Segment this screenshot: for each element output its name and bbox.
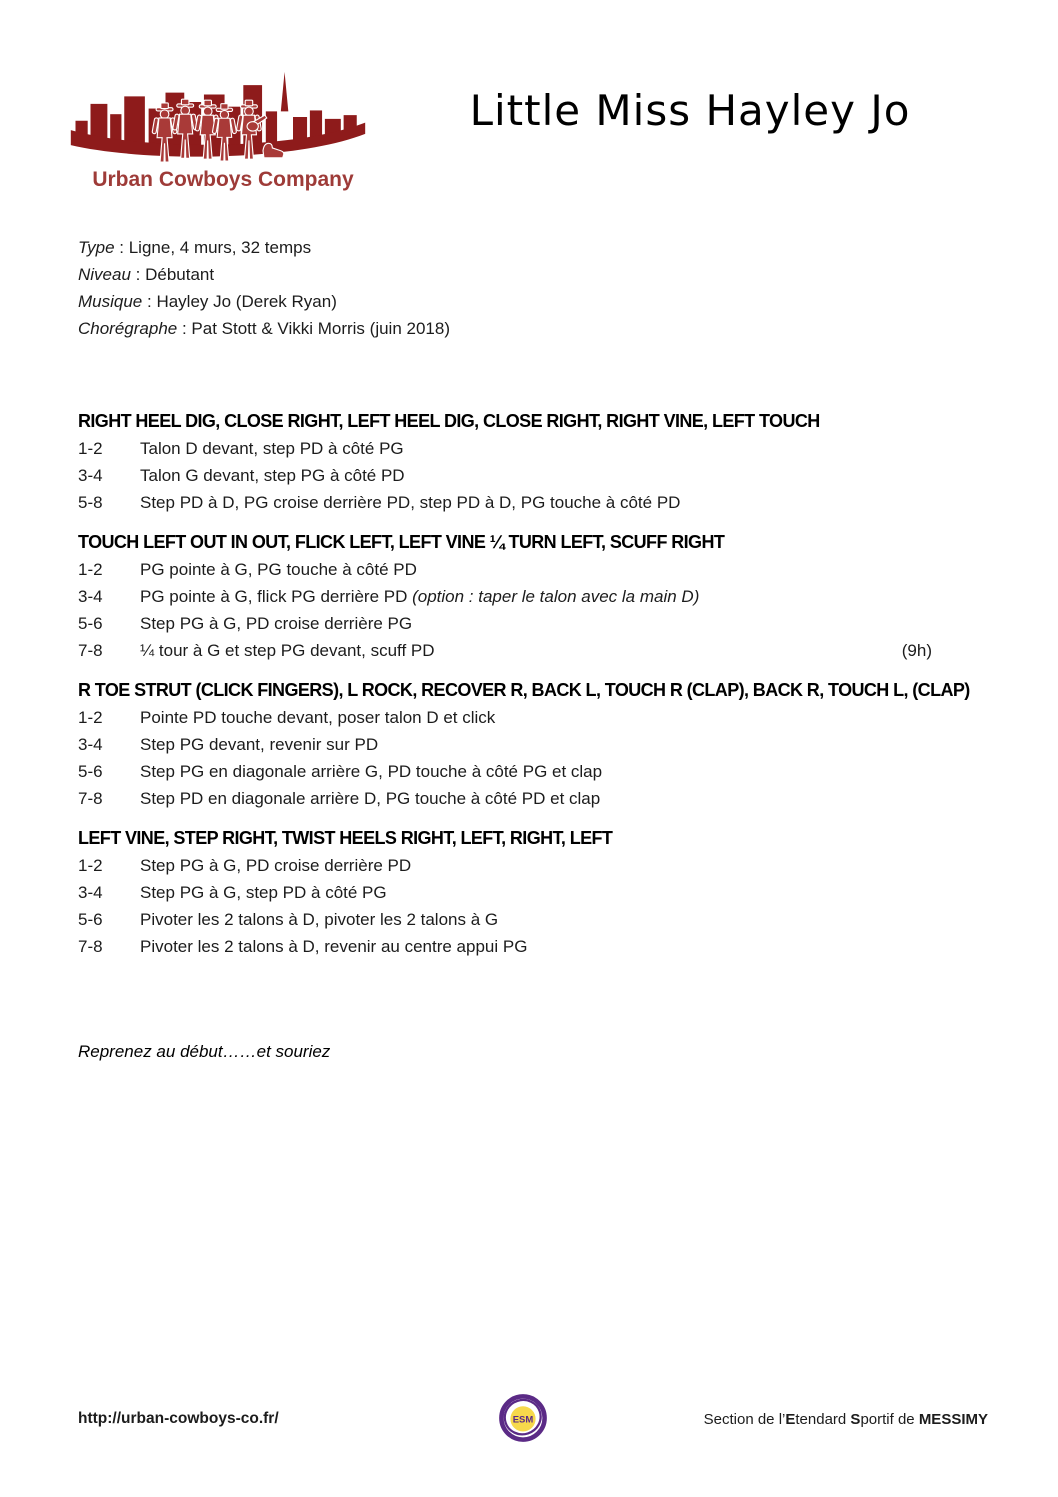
step-row <box>78 879 938 906</box>
meta-separator: : <box>114 238 129 257</box>
dance-section-4 <box>78 825 938 960</box>
dance-section-3 <box>78 677 970 812</box>
step-counts: 5-6 <box>78 614 103 633</box>
meta-row-niveau <box>78 261 450 288</box>
website-url: http://urban-cowboys-co.fr/ <box>78 1410 279 1427</box>
step-text: Step PG en diagonale arrière G, PD touche à côté PG et clap <box>140 762 603 781</box>
step-text: Talon G devant, step PG à côté PD <box>140 466 405 485</box>
step-counts: 3-4 <box>78 466 103 485</box>
step-text: Step PD en diagonale arrière D, PG touche à côté PD et clap <box>140 789 601 808</box>
section-title: LEFT VINE, STEP RIGHT, TWIST HEELS RIGHT, LEFT, RIGHT, LEFT <box>78 828 613 848</box>
step-text: Talon D devant, step PD à côté PG <box>140 439 404 458</box>
meta-label: Niveau <box>78 265 131 284</box>
step-text: Step PG à G, step PD à côté PG <box>140 883 387 902</box>
meta-value: Pat Stott & Vikki Morris (juin 2018) <box>191 319 450 338</box>
esm-logo <box>496 1390 550 1451</box>
step-row <box>78 704 938 731</box>
club-section-label: Section de l’Etendard Sportif de MESSIMY <box>703 1410 988 1428</box>
step-row <box>78 556 938 583</box>
skyline-cowboys-icon <box>68 68 368 166</box>
step-text: PG pointe à G, PG touche à côté PD <box>140 560 417 579</box>
guitar-body <box>247 122 258 131</box>
meta-row-choregraphe <box>78 315 450 342</box>
step-text: Step PG devant, revenir sur PD <box>140 735 379 754</box>
step-text: ¼ tour à G et step PG devant, scuff PD <box>140 641 435 660</box>
step-counts: 1-2 <box>78 439 103 458</box>
meta-label: Musique <box>78 292 143 311</box>
step-row <box>78 583 938 610</box>
meta-value: Ligne, 4 murs, 32 temps <box>128 238 312 257</box>
step-row <box>78 489 938 516</box>
step-text: Step PD à D, PG croise derrière PD, step PD à D, PG touche à côté PD <box>140 493 681 512</box>
meta-separator: : <box>130 265 146 284</box>
step-row <box>78 637 938 664</box>
step-counts: 7-8 <box>78 789 103 808</box>
step-row <box>78 785 938 812</box>
esm-badge-icon <box>496 1390 550 1446</box>
step-row <box>78 933 938 960</box>
meta-separator: : <box>142 292 157 311</box>
company-name: Urban Cowboys Company <box>92 168 354 191</box>
step-counts: 7-8 <box>78 641 103 660</box>
step-counts: 7-8 <box>78 937 103 956</box>
step-row <box>78 731 938 758</box>
step-text: Step PG à G, PD croise derrière PG <box>140 614 413 633</box>
dance-section-2 <box>78 529 938 664</box>
step-counts: 1-2 <box>78 560 103 579</box>
dance-meta <box>78 234 450 342</box>
step-row <box>78 906 938 933</box>
meta-separator: : <box>177 319 192 338</box>
step-row <box>78 435 938 462</box>
section-title: RIGHT HEEL DIG, CLOSE RIGHT, LEFT HEEL DIG, CLOSE RIGHT, RIGHT VINE, LEFT TOUCH <box>78 411 820 431</box>
section-title: R TOE STRUT (CLICK FINGERS), L ROCK, RECOVER R, BACK L, TOUCH R (CLAP), BACK R, TOUCH L, (CLAP) <box>78 680 970 700</box>
esm-logo-text: ESM <box>512 1414 534 1426</box>
step-counts: 5-8 <box>78 493 103 512</box>
section-title: TOUCH LEFT OUT IN OUT, FLICK LEFT, LEFT VINE ¼ TURN LEFT, SCUFF RIGHT <box>78 532 725 552</box>
step-row <box>78 610 938 637</box>
meta-label: Type <box>78 238 115 257</box>
step-row <box>78 462 938 489</box>
step-row <box>78 758 938 785</box>
step-counts: 5-6 <box>78 910 103 929</box>
step-text: PG pointe à G, flick PG derrière PD (option : taper le talon avec la main D) <box>140 587 700 606</box>
step-text: Step PG à G, PD croise derrière PD <box>140 856 412 875</box>
step-counts: 1-2 <box>78 708 103 727</box>
wall-direction-note: (9h) <box>901 641 932 660</box>
meta-row-musique <box>78 288 450 315</box>
meta-value: Hayley Jo (Derek Ryan) <box>156 292 337 311</box>
company-logo <box>68 68 378 192</box>
step-text: Pointe PD touche devant, poser talon D et click <box>140 708 496 727</box>
meta-label: Chorégraphe <box>78 319 178 338</box>
skyline-silhouette <box>71 72 365 157</box>
step-counts: 5-6 <box>78 762 103 781</box>
step-option-note: (option : taper le talon avec la main D) <box>412 587 700 606</box>
step-counts: 3-4 <box>78 587 103 606</box>
step-text: Pivoter les 2 talons à D, pivoter les 2 talons à G <box>140 910 499 929</box>
page-title: Little Miss Hayley Jo <box>469 86 911 135</box>
step-text: Pivoter les 2 talons à D, revenir au centre appui PG <box>140 937 528 956</box>
closing-note: Reprenez au début……et souriez <box>78 1042 331 1061</box>
step-counts: 1-2 <box>78 856 103 875</box>
dance-section-1 <box>78 408 938 516</box>
step-row <box>78 852 938 879</box>
page-footer <box>78 1388 988 1450</box>
meta-value: Débutant <box>145 265 215 284</box>
step-counts: 3-4 <box>78 883 103 902</box>
meta-row-type <box>78 234 450 261</box>
step-counts: 3-4 <box>78 735 103 754</box>
step-sheet <box>78 408 970 973</box>
